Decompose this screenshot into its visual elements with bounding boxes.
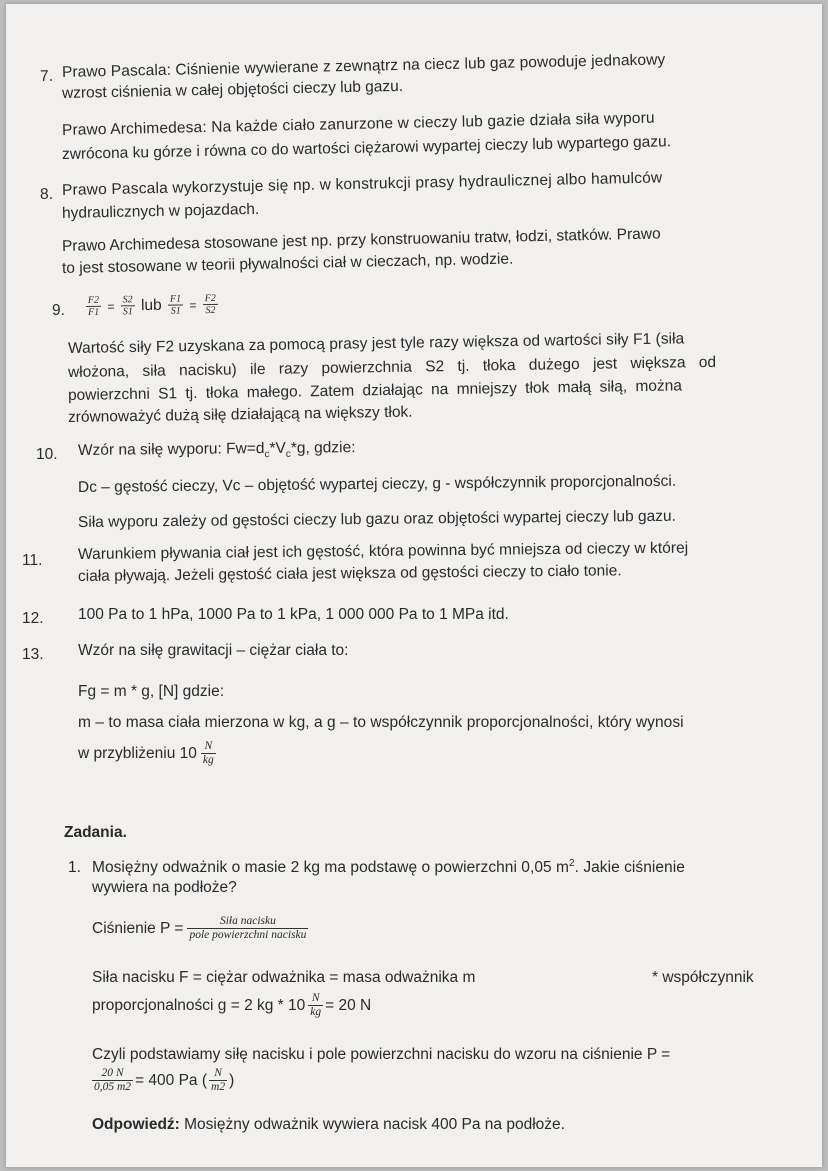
item-number: 10. [36, 446, 58, 463]
fraction-f2-f1: $\frac{F2}{F1}$ [87, 295, 100, 319]
item-13-line-1: Wzór na siłę grawitacji – ciężar ciała to: [78, 642, 349, 659]
task-1-line-1: Mosiężny odważnik o masie 2 kg ma podstawę o powierzchni 0,05 $m^2$. Jakie ciśnienie [92, 858, 685, 877]
fraction-f2-s2: $\frac{F2}{S2}$ [203, 293, 218, 316]
answer: Odpowiedź: Mosiężny odważnik wywiera nacisk 400 Pa na podłoże. [92, 1116, 565, 1133]
item-number: 11. [22, 552, 43, 569]
item-13-line-2: Fg = m * g, [N] gdzie: [78, 683, 225, 700]
item-10-line-2: Dc – gęstość cieczy, Vc – objętość wypartej cieczy, g - współczynnik proporcjonalności. [77, 472, 677, 496]
item-11-line-1: Warunkiem pływania ciał jest ich gęstość, która powinna być mniejsza od cieczy w której [77, 539, 689, 563]
item-7-line-1: Prawo Pascala: Ciśnienie wywierane z zewnątrz na ciecz lub gaz powoduje jednakowy [61, 51, 666, 81]
fraction-s2-s1: $\frac{S2}{S1}$ [122, 294, 133, 318]
item-9-line-3: powierzchni S1 tj. tłoka małego. Zatem działając na mniejszy tłok małą siłą, można [67, 377, 683, 404]
item-7-line-4: zwrócona ku górze i równa co do wartości ciężarowi wypartej cieczy lub wypartego gazu. [61, 133, 672, 163]
task-number: 1. [68, 859, 81, 876]
item-7-line-3: Prawo Archimedesa: Na każde ciało zanurzone w cieczy lub gazie działa siła wyporu [61, 109, 655, 139]
tasks-heading: Zadania. [64, 824, 127, 841]
item-10-line-1: Wzór na siłę wyporu: $Fw=d_c*V_c*g$, gdzie: [77, 439, 356, 461]
item-10-line-3: Siła wyporu zależy od gęstości cieczy lub gazu oraz objętości wypartej cieczy lub gazu. [77, 507, 676, 531]
item-11-line-2: ciała pływają. Jeżeli gęstość ciała jest większa od gęstości cieczy to ciało tonie. [77, 562, 622, 585]
item-8-line-3: Prawo Archimedesa stosowane jest np. przy konstruowaniu tratw, łodzi, statków. Prawo [61, 225, 661, 255]
pascal-formula: $\frac{F2}{F1}$ = $\frac{S2}{S1}$ lub $\frac{F1}{S1}$ = $\frac{F2}{S2}$ [84, 290, 220, 322]
item-9-line-4: zrównoważyć dużą siłę działającą na większy tłok. [67, 403, 413, 426]
item-9-line-1: Wartość siły F2 uzyskana za pomocą prasy jest tyle razy większa od wartości siły F1 (siła [67, 330, 685, 357]
calc-line-2: $\frac{20 N}{0,05 m2}$ = 400 Pa ( $\frac{N}{m2}$ ) [94, 1067, 235, 1094]
force-line-1: Siła nacisku F = ciężar odważnika = masa odważnika m [92, 969, 476, 986]
task-1-line-2: wywiera na podłoże? [92, 879, 237, 896]
document-page [6, 4, 822, 1167]
item-13-line-3: m – to masa ciała mierzona w kg, a g – to współczynnik proporcjonalności, który wynosi [78, 714, 684, 731]
item-12-line-1: 100 Pa to 1 hPa, 1000 Pa to 1 kPa, 1 000 000 Pa to 1 MPa itd. [78, 606, 509, 623]
item-7-line-2: wzrost ciśnienia w całej objętości cieczy lub gazu. [61, 77, 404, 102]
item-number: 8. [39, 185, 54, 203]
item-8-line-4: to jest stosowane w teorii pływalności ciał w cieczach, np. wodzie. [61, 250, 514, 277]
item-13-line-4: w przybliżeniu 10 $\frac{N}{kg}$ [78, 740, 214, 767]
item-9-line-2: włożona, siła nacisku) ile razy powierzchnia S2 tj. tłoka dużego jest większa od [67, 353, 717, 381]
item-number: 13. [22, 646, 44, 663]
force-note: * współczynnik [652, 969, 754, 986]
calc-line-1: Czyli podstawiamy siłę nacisku i pole powierzchni nacisku do wzoru na ciśnienie P = [92, 1046, 671, 1063]
item-number: 9. [52, 302, 65, 319]
pressure-formula: Ciśnienie P = $\frac{\text{Siła nacisku}}{\text{pole powierzchni nacisku}}$ [92, 915, 307, 942]
item-8-line-2: hydraulicznych w pojazdach. [61, 200, 260, 222]
force-line-2: proporcjonalności g = 2 kg * 10 $\frac{N}{kg}$ = 20 N [92, 992, 372, 1019]
item-number: 12. [22, 610, 44, 627]
fraction-f1-s1: $\frac{F1}{S1}$ [168, 294, 183, 317]
item-number: 7. [39, 67, 54, 85]
item-8-line-1: Prawo Pascala wykorzystuje się np. w konstrukcji prasy hydraulicznej albo hamulców [61, 169, 663, 199]
